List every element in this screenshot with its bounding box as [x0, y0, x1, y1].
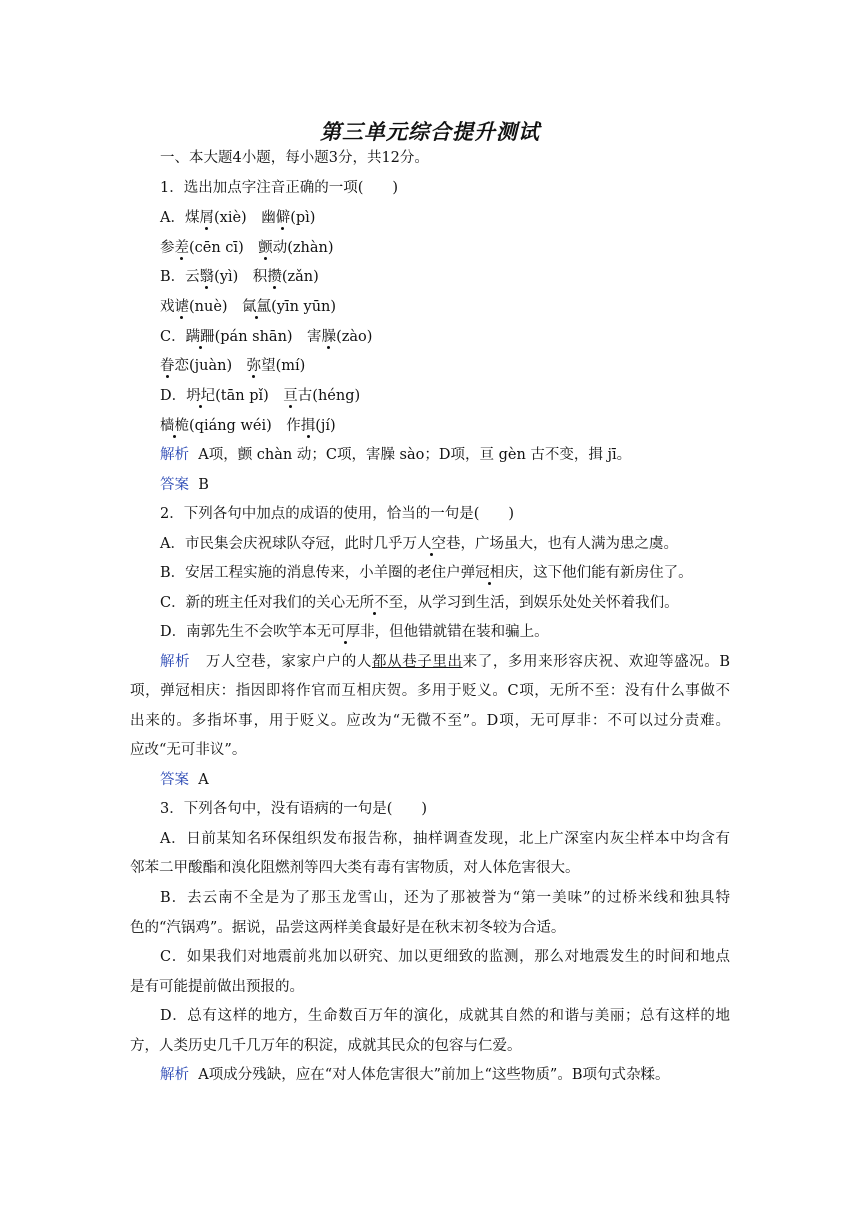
dotted-char: 眷 [160, 358, 175, 374]
dotted-char: 攒 [267, 269, 282, 285]
q1-answer: 答案 B [160, 477, 209, 493]
dotted-char: 坍圮 [186, 388, 216, 404]
q2-analysis-line4: 应改“无可非议”。 [130, 742, 247, 758]
q2-analysis-line3: 出来的。多指坏事，用于贬义。应改为“无微不至”。D项，无可厚非：不可以过分责难。 [130, 713, 730, 729]
q2-analysis-line2: 项，弹冠相庆：指因即将作官而互相庆贺。多用于贬义。C项，无所不至：没有什么事做不 [130, 683, 730, 699]
dotted-char: 揖 [300, 418, 316, 434]
analysis-label: 解析 [160, 1067, 189, 1083]
q1-option-d-line1: D．坍圮(tān pǐ) 亘古(héng) [160, 388, 361, 404]
q3-option-b-line2: 色的“汽锅鸡”。据说，品尝这两样美食最好是在秋末初冬较为合适。 [130, 920, 566, 936]
dotted-char: 谑 [174, 299, 189, 315]
q3-analysis: 解析 A项成分残缺，应在“对人体危害很大”前加上“这些物质”。B项句式杂糅。 [160, 1067, 670, 1083]
q1-option-b-line1: B．云翳(yì) 积攒(zǎn) [160, 269, 319, 285]
q3-option-c-line2: 是有可能提前做出预报的。 [130, 979, 304, 995]
dotted-char: 弥 [246, 358, 262, 374]
dotted-char: 亘 [283, 388, 298, 404]
page-title: 第三单元综合提升测试 [320, 119, 540, 144]
dotted-char: 氤氲 [242, 299, 272, 315]
dotted-char: 屑 [199, 210, 214, 226]
q2-option-c: C．新的班主任对我们的关心无所不至，从学习到生活，到娱乐处处关怀着我们。 [160, 595, 679, 611]
answer-label: 答案 [160, 477, 189, 493]
q1-stem: 1．选出加点字注音正确的一项( ) [160, 180, 399, 196]
section-heading: 一、本大题4小题，每小题3分，共12分。 [160, 150, 429, 166]
dotted-char: 翳 [199, 269, 215, 285]
underlined-text: 都从巷子里出 [372, 654, 463, 670]
q2-option-d: D．南郭先生不会吹竽本无可厚非，但他错就错在装和骗上。 [160, 624, 549, 640]
dotted-char: 僻 [275, 210, 291, 226]
q2-answer: 答案 A [160, 772, 209, 788]
q2-analysis-line1: 解析 万人空巷，家家户户的人都从巷子里出来了，多用来形容庆祝、欢迎等盛况。B [160, 654, 731, 670]
q1-option-a-line1: A．煤屑(xiè) 幽僻(pì) [160, 210, 316, 226]
q3-stem: 3．下列各句中，没有语病的一句是( ) [160, 801, 428, 817]
dotted-char: 蹒跚 [185, 329, 215, 345]
dotted-idiom: 无可厚非 [316, 624, 375, 640]
dotted-char: 樯桅 [160, 418, 189, 434]
analysis-label: 解析 [160, 447, 189, 463]
dotted-idiom: 万人空巷 [402, 536, 461, 552]
q3-option-a-line2: 邻苯二甲酸酯和溴化阻燃剂等四大类有毒有害物质，对人体危害很大。 [130, 860, 580, 876]
q3-option-a-line1: A．日前某知名环保组织发布报告称，抽样调查发现，北上广深室内灰尘样本中均含有 [160, 831, 730, 847]
q1-option-c-line1: C．蹒跚(pán shān) 害臊(zào) [160, 329, 373, 345]
q1-option-c-line2: 眷恋(juàn) 弥望(mí) [160, 358, 306, 374]
q2-option-a: A．市民集会庆祝球队夺冠，此时几乎万人空巷，广场虽大，也有人满为患之虞。 [160, 536, 678, 552]
q3-option-b-line1: B．去云南不全是为了那玉龙雪山，还为了那被誉为“第一美味”的过桥米线和独具特 [160, 890, 730, 906]
q1-analysis: 解析 A项，颤 chàn 动；C项，害臊 sào；D项，亘 gèn 古不变，揖 jī。 [160, 447, 632, 463]
dotted-char: 颤 [258, 240, 273, 256]
dotted-idiom: 无所不至 [345, 595, 404, 611]
q3-option-d-line2: 方，人类历史几千几万年的积淀，成就其民众的包容与仁爱。 [130, 1038, 522, 1054]
analysis-label: 解析 [160, 654, 191, 670]
q2-stem: 2．下列各句中加点的成语的使用，恰当的一句是( ) [160, 506, 515, 522]
q1-option-b-line2: 戏谑(nuè) 氤氲(yīn yūn) [160, 299, 337, 315]
dotted-char: 差 [174, 240, 189, 256]
dotted-idiom: 弹冠相庆 [460, 565, 519, 581]
q1-option-d-line2: 樯桅(qiáng wéi) 作揖(jí) [160, 418, 336, 434]
q1-option-a-line2: 参差(cēn cī) 颤动(zhàn) [160, 240, 334, 256]
answer-label: 答案 [160, 772, 189, 788]
q2-option-b: B．安居工程实施的消息传来，小羊圈的老住户弹冠相庆，这下他们能有新房住了。 [160, 565, 693, 581]
dotted-char: 臊 [321, 329, 337, 345]
q3-option-c-line1: C．如果我们对地震前兆加以研究、加以更细致的监测，那么对地震发生的时间和地点 [160, 949, 730, 965]
q3-option-d-line1: D．总有这样的地方，生命数百万年的演化，成就其自然的和谐与美丽；总有这样的地 [160, 1008, 730, 1024]
